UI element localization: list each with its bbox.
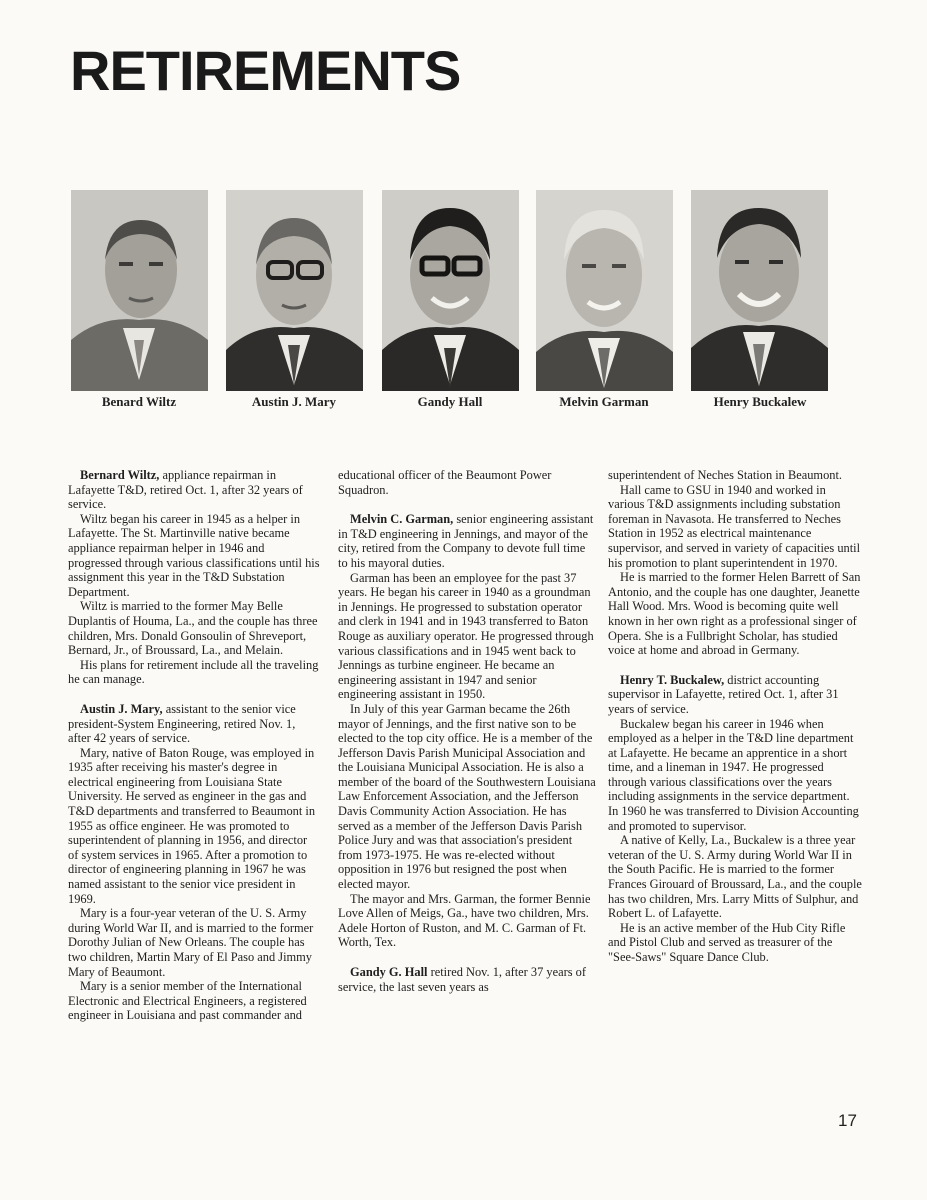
name-mary: Austin J. Mary,	[80, 701, 163, 716]
portrait-photo-garman	[536, 190, 673, 391]
caption-buckalew: Henry Buckalew	[713, 394, 807, 409]
paragraph-mary-family: Mary is a four-year veteran of the U. S. Army during World War II, and is married to the former Dorothy Julian of New Orleans. The couple has two children, Martin Mary of El Paso and Jimmy Mary of Beaumont.	[68, 906, 314, 979]
portrait-wiltz-image	[71, 190, 208, 391]
paragraph-wiltz-plans: His plans for retirement include all the traveling he can manage.	[68, 657, 319, 687]
portrait-photo-buckalew	[691, 190, 828, 391]
name-hall: Gandy G. Hall	[350, 965, 428, 979]
name-buckalew: Henry T. Buckalew,	[620, 672, 725, 687]
paragraph-hall-career: Hall came to GSU in 1940 and worked in various T&D assignments including substation foreman in Navasota. He transferred to Neches Station in 1952 as electrical maintenance supervisor, and served in variety of capacities until his promotion to plant superintendent in 1970.	[608, 482, 861, 570]
paragraph-garman-career: Garman has been an employee for the past 37 years. He began his career in 1940 as a groundman in Jennings. He progressed to substation operator and clerk in 1941 and in 1943 transferred to Baton Rouge as auxiliary operator. He progressed through various classifications and in 1945 went back to Jennings as turbine engineer. He became an engineering assistant in 1947 and senior engineering assistant in 1950.	[338, 570, 594, 702]
portrait-garman-image	[536, 190, 673, 391]
caption-mary: Austin J. Mary	[251, 394, 337, 409]
paragraph-wiltz-career: Wiltz began his career in 1945 as a helper in Lafayette. The St. Martinville native became appliance repairman helper in 1946 and progressed through various classifications until his assignment this year in the T&D Substation Department.	[68, 511, 320, 599]
article-column-3	[608, 468, 862, 965]
paragraph-hall-family: He is married to the former Helen Barrett of San Antonio, and the couple has one daughter, Jeanette Hall Wood. Mrs. Wood is becoming quite well known in her own right as a professional singer of Opera. She is a Fullbright Scholar, has studied voice at home and abroad in Germany.	[608, 570, 861, 658]
paragraph-hall-lead	[338, 965, 596, 994]
paragraph-hall-continued: superintendent of Neches Station in Beaumont.	[608, 468, 842, 482]
paragraph-buckalew-career: Buckalew began his career in 1946 when employed as a helper in the T&D line department at Lafayette. He became an apprentice in a short time, and a lineman in 1947. He progressed through various classifications over the years including assignments in the service department. In 1960 he was transferred to Division Accounting and promoted to supervisor.	[608, 716, 859, 833]
text-garman-lead: senior engineering assistant in T&D engineering in Jennings, and mayor of the city, retired from the Company to devote full time to his mayoral duties.	[338, 512, 594, 570]
article-column-1	[68, 468, 320, 1023]
paragraph-mary-career: Mary, native of Baton Rouge, was employed in 1935 after receiving his master's degree in electrical engineering from Louisiana State University. He served as engineer in the gas and T&D departments and transferred to Beaumont in 1955 as office engineer. He was promoted to superintendent of planning in 1956, and director of system services in 1965. After a promotion to director of engineering planning in 1967 he was named assistant to the senior vice president in 1969.	[68, 745, 316, 906]
paragraph-wiltz-family: Wiltz is married to the former May Belle Duplantis of Houma, La., and the couple has three children, Mrs. Donald Gonsoulin of Shreveport, Bernard, Jr., of Broussard, La., and Melain.	[68, 599, 318, 658]
text-hall-lead: retired Nov. 1, after 37 years of service, the last seven years as	[338, 965, 586, 994]
portrait-mary-image	[226, 190, 363, 391]
name-wiltz: Bernard Wiltz,	[80, 468, 160, 482]
caption-wiltz: Benard Wiltz	[101, 394, 177, 409]
paragraph-wiltz-lead	[68, 468, 320, 512]
paragraph-garman-lead	[338, 512, 596, 570]
name-garman: Melvin C. Garman,	[350, 512, 454, 527]
paragraph-garman-family: The mayor and Mrs. Garman, the former Bennie Love Allen of Meigs, Ga., have two children, Mrs. Adele Horton of Ruston, and M. C. Garman of Ft. Worth, Tex.	[338, 891, 591, 950]
page-title: RETIREMENTS	[70, 39, 461, 102]
caption-hall: Gandy Hall	[417, 394, 483, 409]
paragraph-mary-continued: educational officer of the Beaumont Power Squadron.	[338, 468, 552, 497]
paragraph-buckalew-clubs: He is an active member of the Hub City Rifle and Pistol Club and served as treasurer of the "See-Saws" Square Dance Club.	[608, 920, 846, 964]
paragraph-mary-lead	[68, 702, 320, 746]
page-number: 17	[838, 1111, 857, 1130]
portrait-buckalew-image	[691, 190, 828, 391]
text-wiltz-lead: appliance repairman in Lafayette T&D, retired Oct. 1, after 32 years of service.	[68, 468, 303, 512]
article-column-2	[338, 468, 596, 994]
caption-garman: Melvin Garman	[559, 394, 649, 409]
paragraph-garman-mayor: In July of this year Garman became the 26th mayor of Jennings, and the first native son to be elected to the top city office. He is a member of the Jefferson Davis Parish Municipal Association and the Louisiana Municipal Association. He is also a member of the board of the Southwestern Louisiana Law Enforcement Association, and the Jefferson Davis Community Action Association. He has served as a member of the Jefferson Davis Parish Police Jury and was that association's president from 1973-1975. He was re-elected without opposition in 1976 but resigned the post when elected mayor.	[338, 701, 596, 892]
portrait-hall-image	[382, 190, 519, 391]
paragraph-mary-memberships: Mary is a senior member of the International Electronic and Electrical Engineers, a registered engineer in Louisiana and past commander and	[68, 979, 307, 1023]
portrait-photo-wiltz	[71, 190, 208, 391]
portrait-photo-mary	[226, 190, 363, 391]
paragraph-buckalew-family: A native of Kelly, La., Buckalew is a three year veteran of the U. S. Army during World War II in the South Pacific. He is married to the former Frances Girouard of Broussard, La., and the couple has two children, Mrs. Larry Mitts of Sulphur, and Robert L. of Lafayette.	[608, 833, 862, 921]
text-mary-lead: assistant to the senior vice president-System Engineering, retired Nov. 1, after 42 years of service.	[68, 701, 296, 746]
portrait-photo-hall	[382, 190, 519, 391]
text-buckalew-lead: district accounting supervisor in Lafayette, retired Oct. 1, after 31 years of service.	[608, 672, 839, 716]
paragraph-buckalew-lead	[608, 673, 862, 717]
